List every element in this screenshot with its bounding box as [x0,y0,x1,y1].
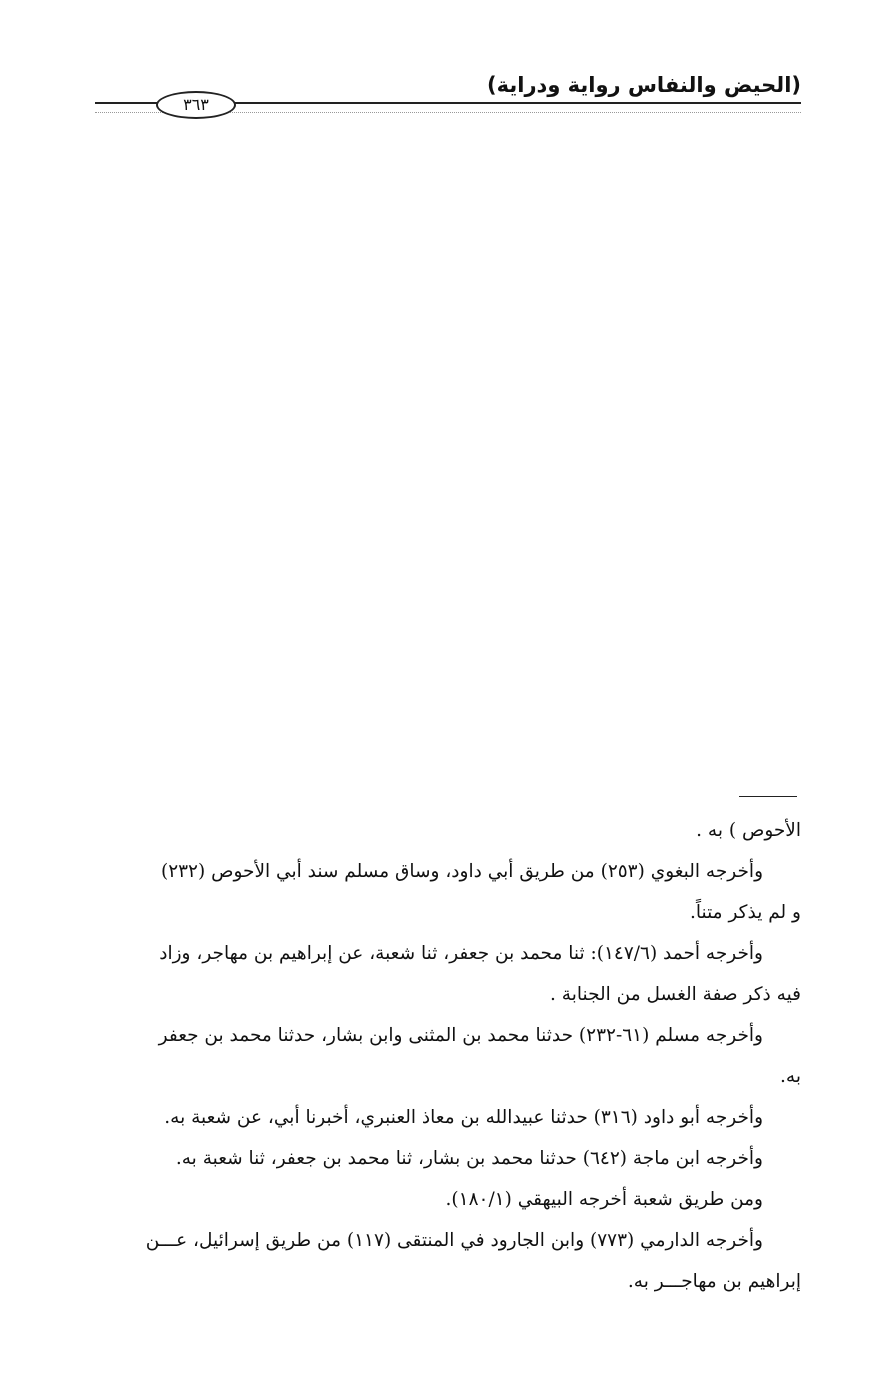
running-title: (الحيض والنفاس رواية ودراية) [487,73,801,97]
footnote-line: وأخرجه ابن ماجة (٦٤٢) حدثنا محمد بن بشار، ثنا محمد بن جعفر، ثنا شعبة به. [175,1148,763,1169]
page-number: ٣٦٣ [156,91,236,119]
footnote-line: ومن طريق شعبة أخرجه البيهقي (١٨٠/١). [445,1189,763,1210]
footnotes [82,810,801,1302]
footnote-line: وأخرجه الدارمي (٧٧٣) وابن الجارود في المنتقى (١١٧) من طريق إسرائيل، عـــن [145,1230,763,1251]
footnote-line: به. [780,1066,801,1087]
footnote-line: وأخرجه أحمد (١٤٧/٦): ثنا محمد بن جعفر، ثنا شعبة، عن إبراهيم بن مهاجر، وزاد [159,943,763,964]
footnote-separator [739,796,797,797]
footnote-line: فيه ذكر صفة الغسل من الجنابة . [550,984,801,1005]
footnote-line: الأحوص ) به . [696,820,801,841]
footnote-line: وأخرجه أبو داود (٣١٦) حدثنا عبيدالله بن معاذ العنبري، أخبرنا أبي، عن شعبة به. [164,1107,763,1128]
footnote-line: و لم يذكر متناً. [690,902,801,923]
footnote-line: وأخرجه مسلم (٦١-٢٣٢) حدثنا محمد بن المثنى وابن بشار، حدثنا محمد بن جعفر [158,1025,763,1046]
footnote-line: وأخرجه البغوي (٢٥٣) من طريق أبي داود، وساق مسلم سند أبي الأحوص (٢٣٢) [160,861,763,882]
footnote-line: إبراهيم بن مهاجـــر به. [627,1271,801,1292]
